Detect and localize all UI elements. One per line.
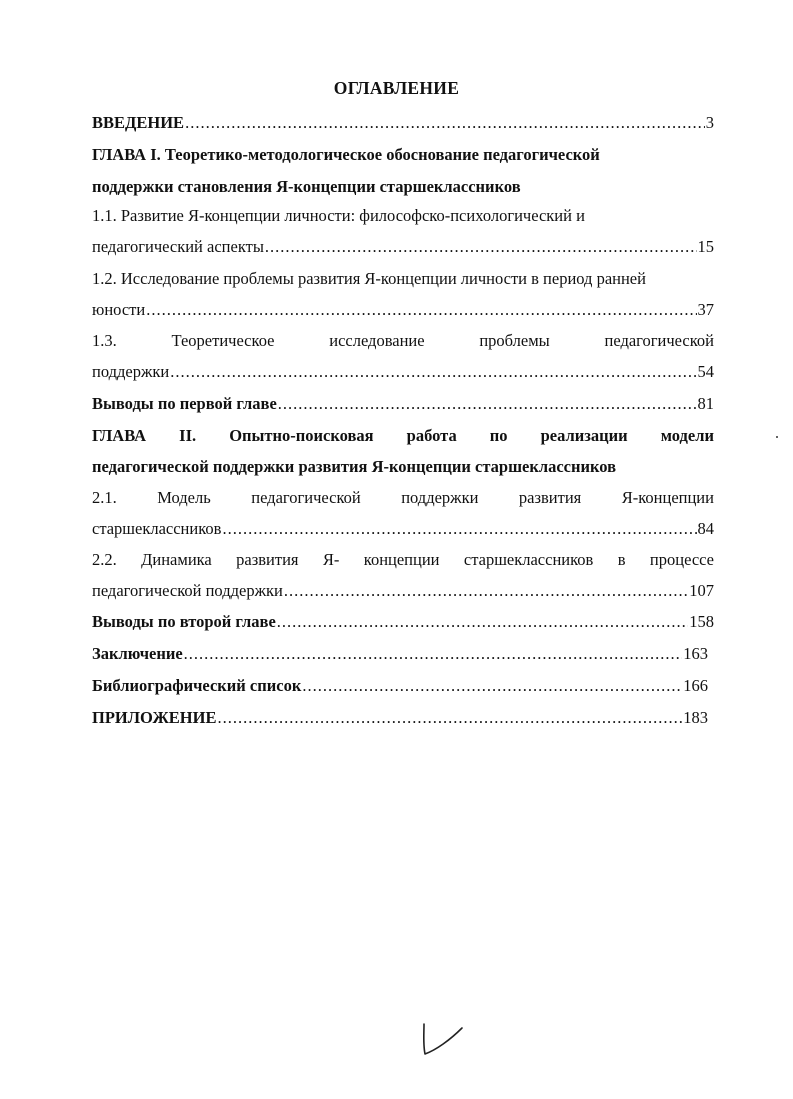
toc-section-1-2-line-1[interactable]: 1.2. Исследование проблемы развития Я-концепции личности в период ранней — [92, 269, 646, 288]
toc-entry-label: Заключение — [92, 644, 183, 663]
toc-word: реализации — [540, 426, 628, 445]
toc-word: Модель — [157, 488, 211, 507]
toc-entry-conclusion[interactable] — [92, 641, 708, 667]
toc-word: процессе — [649, 550, 714, 569]
toc-word: 1.3. — [92, 331, 117, 350]
toc-page-number: 84 — [697, 519, 714, 538]
toc-word: Я-концепции — [621, 488, 714, 507]
toc-entry-label: педагогический аспекты — [92, 237, 264, 256]
toc-entry-label: педагогической поддержки — [92, 581, 283, 600]
dot-leader — [277, 609, 688, 635]
toc-entry-label: ВВЕДЕНИЕ — [92, 113, 185, 132]
toc-entry-label: ПРИЛОЖЕНИЕ — [92, 708, 217, 727]
toc-entry-introduction[interactable] — [92, 110, 714, 136]
toc-section-2-2[interactable] — [92, 578, 714, 604]
toc-word: поддержки — [401, 488, 479, 507]
stray-dot — [776, 436, 778, 438]
toc-chapter-2-line-2[interactable]: педагогической поддержки развития Я-концепции старшеклассников — [92, 457, 617, 476]
toc-word: Опытно-поисковая — [229, 426, 374, 445]
toc-page-number: 54 — [697, 362, 714, 381]
toc-entry-label: Выводы по второй главе — [92, 612, 276, 631]
toc-page-number: 3 — [705, 113, 714, 132]
toc-entry-label: юности — [92, 300, 146, 319]
toc-page-number: 158 — [689, 612, 714, 631]
toc-chapter-1-line-2[interactable]: поддержки становления Я-концепции старшеклассников — [92, 177, 521, 196]
toc-word: Я- — [322, 550, 340, 569]
toc-entry-label: старшеклассников — [92, 519, 222, 538]
toc-section-1-3[interactable] — [92, 359, 714, 385]
dot-leader — [184, 641, 683, 667]
dot-leader — [284, 578, 688, 604]
toc-page-number: 107 — [689, 581, 714, 600]
toc-section-1-3-line-1[interactable] — [92, 328, 714, 354]
toc-word: старшеклассников — [463, 550, 594, 569]
page-title: ОГЛАВЛЕНИЕ — [333, 78, 460, 98]
toc-page-number: 15 — [697, 237, 714, 256]
toc-word: развития — [236, 550, 299, 569]
toc-entry-label: поддержки — [92, 362, 170, 381]
toc-word: Теоретическое — [171, 331, 275, 350]
toc-page-number: 37 — [697, 300, 714, 319]
toc-word: проблемы — [479, 331, 550, 350]
toc-word: 2.1. — [92, 488, 117, 507]
toc-word: развития — [518, 488, 582, 507]
dot-leader — [170, 359, 696, 385]
toc-section-2-1-line-1[interactable] — [92, 485, 714, 511]
toc-word: 2.2. — [92, 550, 117, 569]
dot-leader — [278, 391, 697, 417]
toc-word: модели — [660, 426, 714, 445]
dot-leader — [146, 297, 696, 323]
toc-chapter-2-line-1[interactable] — [92, 423, 714, 449]
toc-word: II. — [179, 426, 197, 445]
toc-word: исследование — [329, 331, 425, 350]
toc-word: в — [617, 550, 626, 569]
toc-word: Динамика — [141, 550, 212, 569]
toc-word: ГЛАВА — [92, 426, 147, 445]
toc-page-number: 81 — [697, 394, 714, 413]
dot-leader — [265, 234, 697, 260]
toc-word: педагогической — [604, 331, 714, 350]
toc-entry-bibliography[interactable] — [92, 673, 708, 699]
toc-word: работа — [406, 426, 457, 445]
dot-leader — [217, 705, 682, 731]
toc-page-number: 183 — [683, 708, 708, 727]
toc-entry-label: Библиографический список — [92, 676, 302, 695]
dot-leader — [222, 516, 696, 542]
toc-entry-chapter-2-conclusions[interactable] — [92, 609, 714, 635]
dot-leader — [302, 673, 682, 699]
toc-page-number: 166 — [683, 676, 708, 695]
toc-entry-chapter-1-conclusions[interactable] — [92, 391, 714, 417]
toc-word: концепции — [363, 550, 440, 569]
toc-section-1-1[interactable] — [92, 234, 714, 260]
toc-word: педагогической — [251, 488, 361, 507]
toc-page-number: 163 — [683, 644, 708, 663]
toc-entry-label: Выводы по первой главе — [92, 394, 277, 413]
toc-section-1-1-line-1[interactable]: 1.1. Развитие Я-концепции личности: философско-психологический и — [92, 206, 585, 225]
toc-section-1-2[interactable] — [92, 297, 714, 323]
toc-section-2-2-line-1[interactable] — [92, 547, 714, 573]
toc-chapter-1-line-1[interactable]: ГЛАВА I. Теоретико-методологическое обоснование педагогической — [92, 145, 600, 164]
dot-leader — [185, 110, 705, 136]
toc-section-2-1[interactable] — [92, 516, 714, 542]
toc-word: по — [489, 426, 508, 445]
toc-entry-appendix[interactable] — [92, 705, 708, 731]
handwritten-mark-icon — [418, 1020, 466, 1058]
